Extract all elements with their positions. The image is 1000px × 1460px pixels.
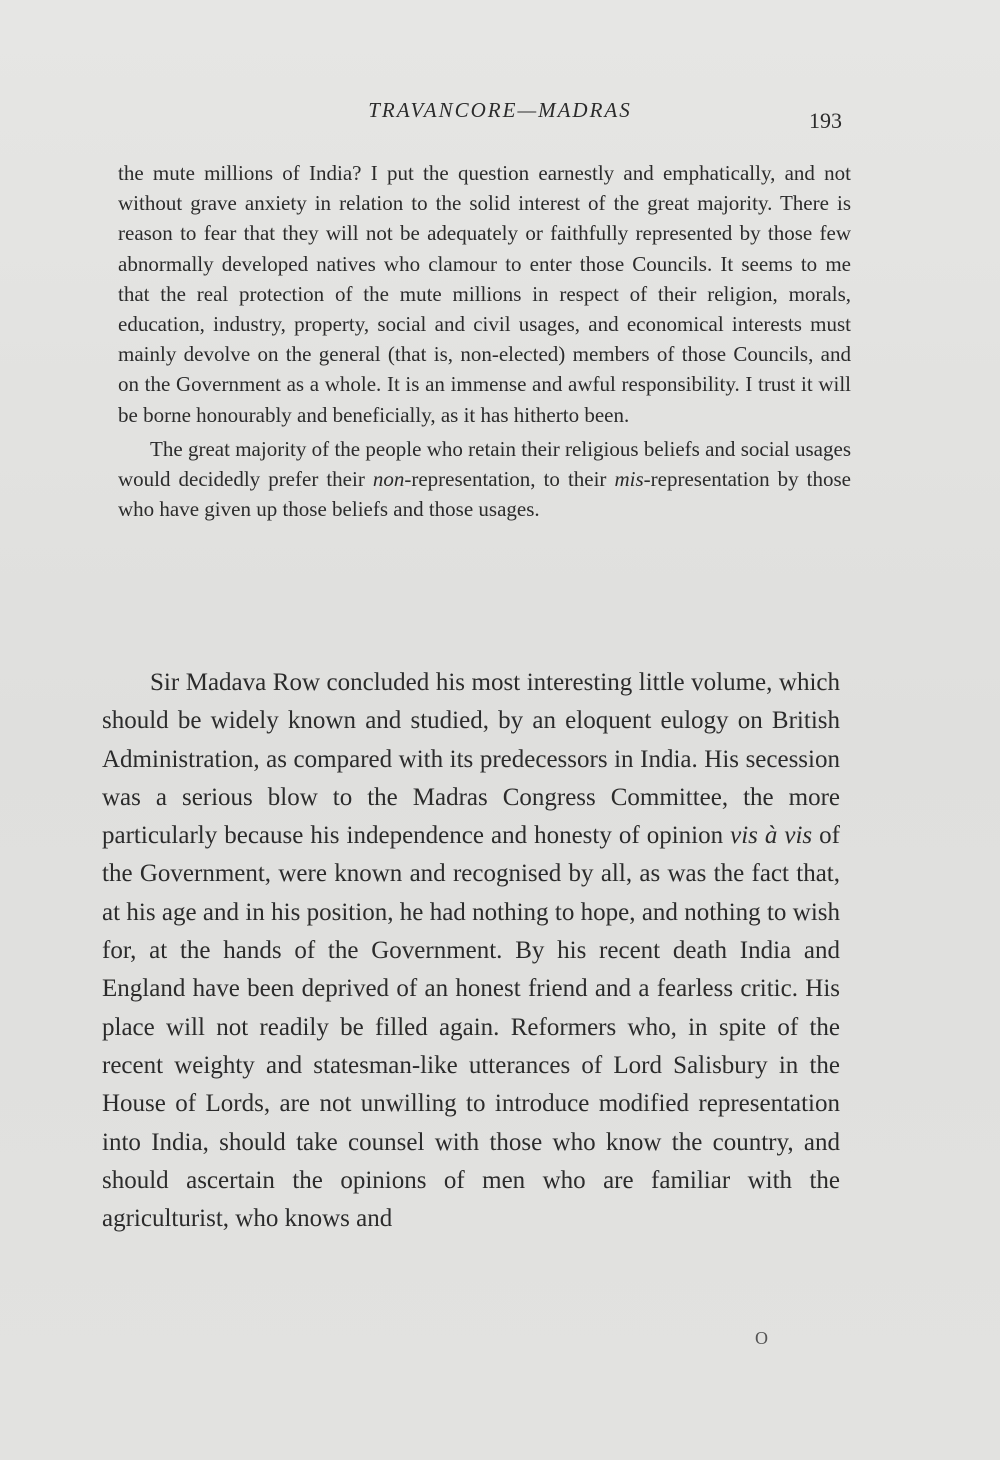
body-emphasis-vis-a-vis: vis à vis	[730, 822, 813, 850]
block-quote	[118, 158, 851, 524]
quote-emphasis-mis: mis	[614, 467, 644, 492]
body-paragraph	[102, 664, 840, 1238]
quote-paragraph-2	[118, 434, 851, 525]
quote-text-segment: The great majority of the people who retain their religious beliefs and social usages would decidedly prefer their	[118, 436, 851, 492]
quote-emphasis-non: non	[372, 467, 405, 492]
quote-paragraph-1: the mute millions of India? I put the question earnestly and emphatically, and not without grave anxiety in relation to the solid interest of the great majority. There is reason to fear that they will not be adequately or faithfully represented by those few abnormally developed natives who clamour to enter those Councils. It seems to me that the real protection of the mute millions in respect of their religion, morals, education, industry, property, social and civil usages, and economical interests must mainly devolve on the general (that is, non-elected) members of those Councils, and on the Government as a whole. It is an immense and awful responsibility. I trust it will be borne honourably and beneficially, as it has hitherto been.	[118, 161, 851, 427]
quote-text-segment: -representation, to their	[404, 467, 615, 492]
signature-mark: O	[755, 1328, 768, 1348]
quote-text-segment: -representation by those who have given up those beliefs and those usages.	[118, 467, 851, 522]
body-text-segment: Sir Madava Row concluded his most interesting little volume, which should be widely known and studied, by an eloquent eulogy on British Administration, as compared with its predecessors in India. His secession was a serious blow to the Madras Congress Committee, the more particularly because his independence and honesty of opinion	[102, 669, 840, 850]
body-text-segment: of the Government, were known and recognised by all, as was the fact that, at his age and in his position, he had nothing to hope, and nothing to wish for, at the hands of the Government. By his recent death India and England have been deprived of an honest friend and a fearless critic. His place will not readily be filled again. Reformers who, in spite of the recent weighty and statesman-like utterances of Lord Salisbury in the House of Lords, are not unwilling to introduce modified representation into India, should take counsel with those who know the country, and should ascertain the opinions of men who are familiar with the agriculturist, who knows and	[102, 822, 840, 1233]
running-head: TRAVANCORE—MADRAS	[368, 98, 632, 122]
main-text	[102, 664, 840, 1238]
page-number: 193	[809, 108, 842, 133]
